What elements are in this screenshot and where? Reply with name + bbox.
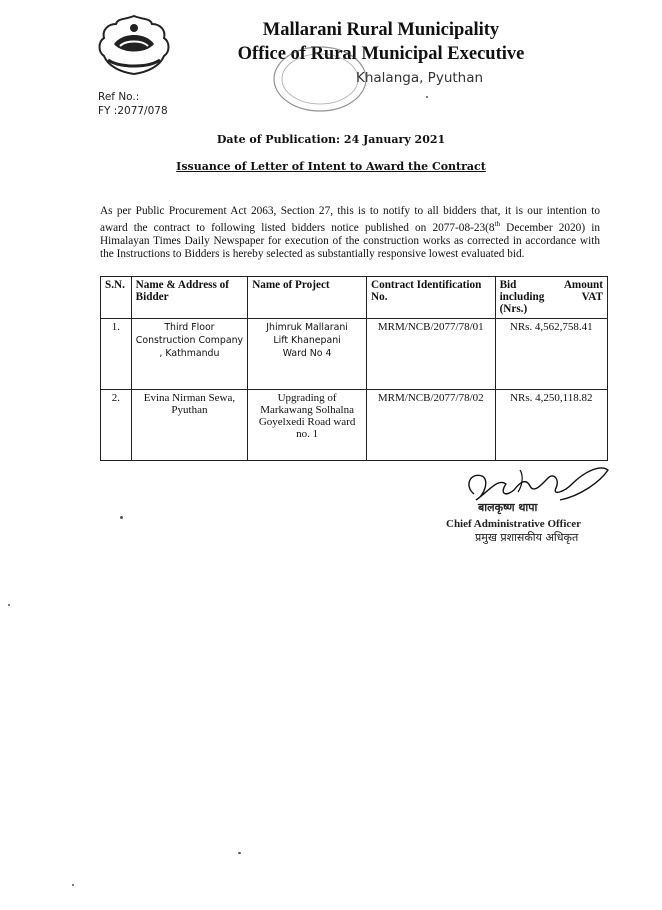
reference-block [98, 90, 168, 118]
office-location: Khalanga, Pyuthan [356, 70, 484, 86]
row2-contract: MRM/NCB/2077/78/02 [367, 390, 496, 461]
row2-sn: 2. [101, 390, 132, 461]
table-header-row [101, 277, 608, 319]
notice-body-sup: th [494, 220, 501, 229]
row2-project-line4: no. 1 [296, 428, 319, 440]
scan-speck [72, 884, 74, 886]
row1-amount: NRs. 4,562,758.41 [495, 319, 607, 390]
row2-project-line2: Markawang Solhalna [260, 404, 354, 416]
row2-bidder-line2: Pyuthan [171, 404, 208, 416]
row2-bidder [131, 390, 248, 461]
office-stamp [270, 44, 370, 114]
row1-sn: 1. [101, 319, 132, 390]
office-name: Office of Rural Municipal Executive [237, 44, 525, 64]
row2-bidder-line1: Evina Nirman Sewa, [143, 392, 236, 404]
scan-speck [8, 604, 10, 606]
table-row [101, 319, 608, 390]
row2-project-line3: Goyelxedi Road ward [258, 416, 356, 428]
row1-project-line2: Lift Khanepani [273, 335, 341, 346]
row1-bidder-line3: , Kathmandu [159, 348, 220, 359]
row1-project-line3: Ward No 4 [282, 348, 332, 359]
header-amount-a: Bid [499, 279, 517, 291]
scan-speck [426, 96, 428, 98]
bidders-table [100, 276, 608, 461]
row1-project [248, 319, 367, 390]
signatory-name: बालकृष्ण थापा [478, 501, 538, 514]
notice-subject: Issuance of Letter of Intent to Award the Contract [176, 160, 486, 173]
signatory-title: Chief Administrative Officer [446, 518, 582, 530]
scan-speck [238, 852, 241, 854]
row1-bidder-line2: Construction Company [135, 335, 244, 346]
municipality-name: Mallarani Rural Municipality [262, 20, 500, 40]
signatory-title-devanagari: प्रमुख प्रशासकीय अधिकृत [475, 531, 579, 544]
table-row [101, 390, 608, 461]
notice-body-part1: As per Public Procurement Act 2063, Section 27, this is to notify to all bidders that, it is our intention to award the contract to following listed bidders notice published on 2077-08-23(8 [100, 205, 600, 234]
header-amount-c: including [499, 291, 545, 303]
header-amount-b: Amount [563, 279, 603, 291]
row2-project-line1: Upgrading of [277, 392, 337, 404]
header-bidder: Name & Address of Bidder [131, 277, 248, 319]
header-project: Name of Project [248, 277, 367, 319]
header-amount-d: VAT [581, 291, 603, 303]
scan-speck [120, 516, 123, 519]
publication-date: Date of Publication: 24 January 2021 [216, 133, 446, 146]
header-contract: Contract Identification No. [367, 277, 496, 319]
notice-body [100, 205, 600, 262]
row2-amount: NRs. 4,250,118.82 [495, 390, 607, 461]
fiscal-year: FY :2077/078 [98, 105, 168, 117]
row2-project [248, 390, 367, 461]
row1-contract: MRM/NCB/2077/78/01 [367, 319, 496, 390]
row1-project-line1: Jhimruk Mallarani [266, 322, 348, 333]
notice-body-part2: December 2020) in Himalayan Times Daily Newspaper for execution of the construction works as corrected in accordance with the Instructions to Bidders is hereby selected as substantially responsive lowest evaluated bid. [100, 221, 601, 261]
row1-bidder [131, 319, 248, 390]
header-amount [495, 277, 607, 319]
ref-number-label: Ref No.: [98, 91, 140, 103]
header-sn: S.N. [101, 277, 132, 319]
header-amount-e: (Nrs.) [499, 303, 528, 315]
row1-bidder-line1: Third Floor [164, 322, 215, 333]
